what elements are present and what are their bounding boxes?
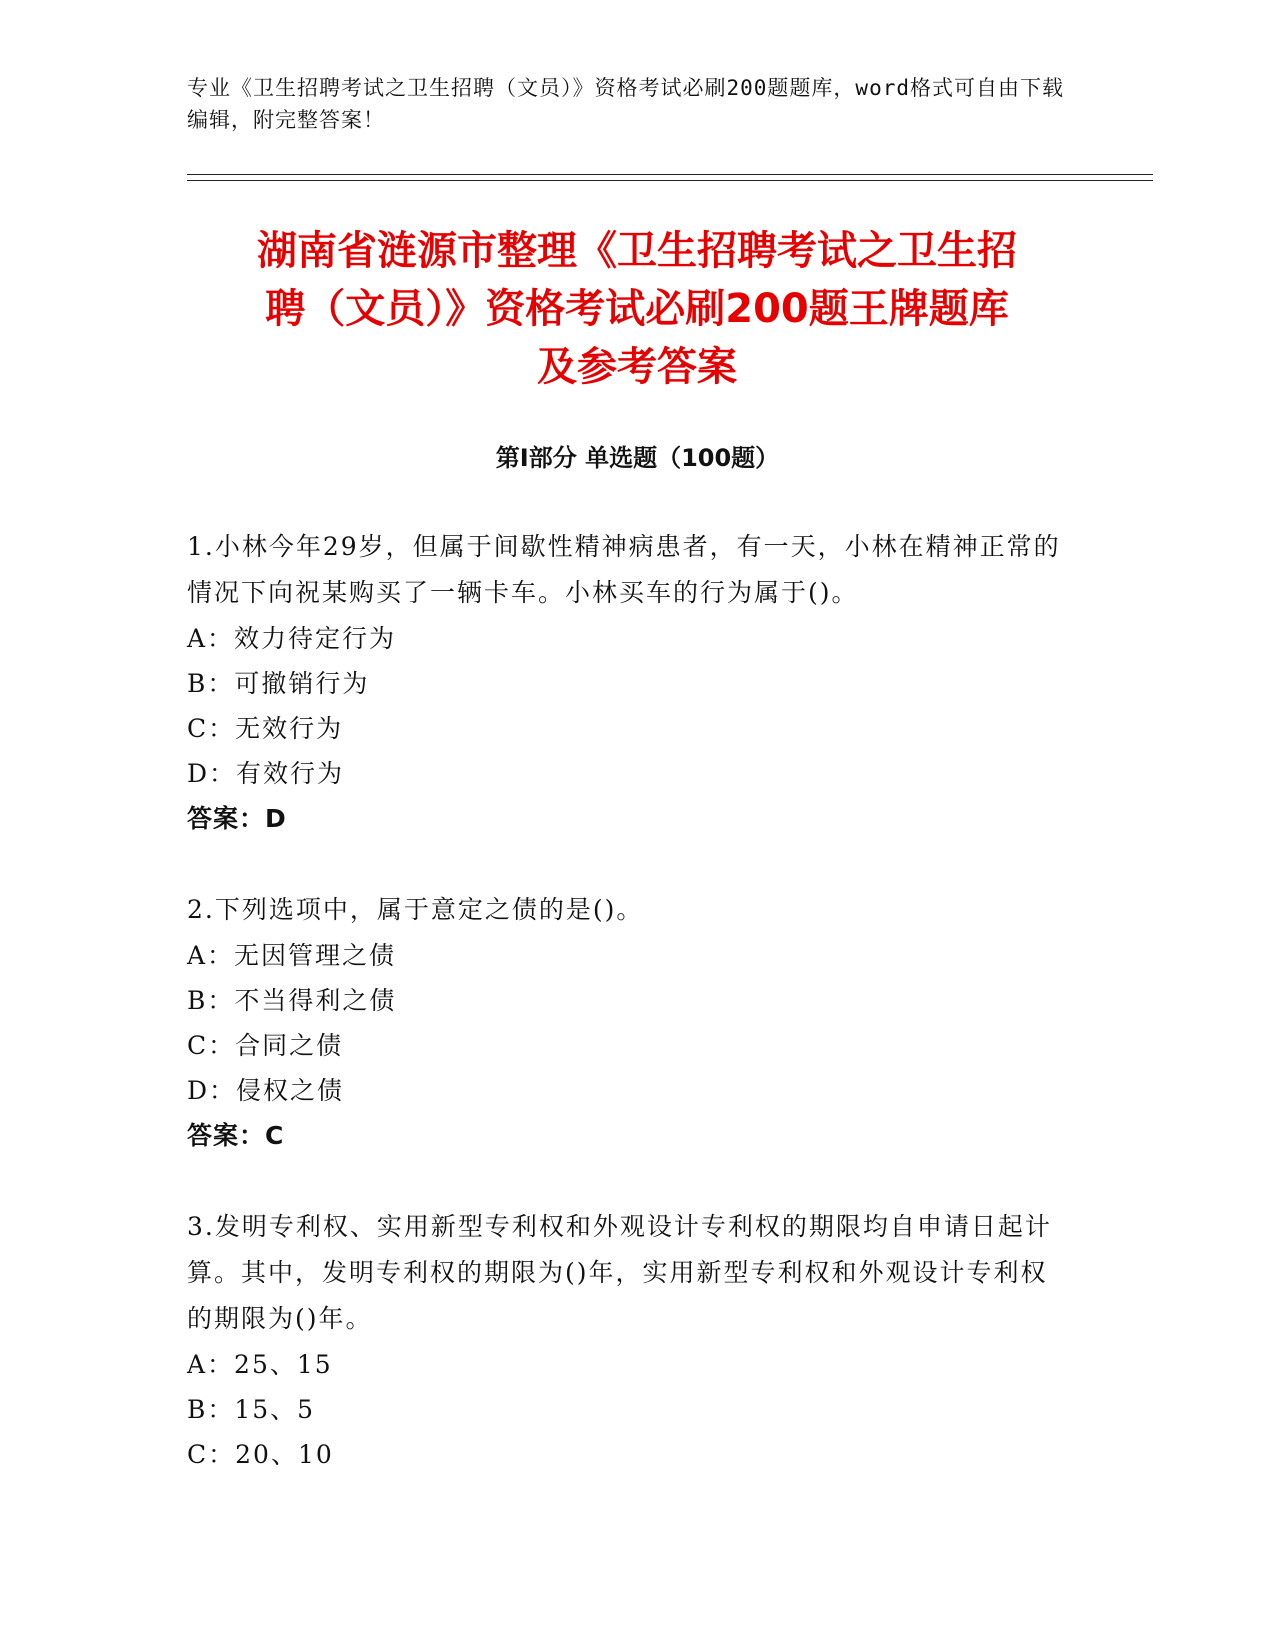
header-note: 专业《卫生招聘考试之卫生招聘（文员）》资格考试必刷200题题库，word格式可自由下载编辑，附完整答案！ xyxy=(187,76,1064,132)
question-3 xyxy=(187,1204,1067,1477)
option-d: D：侵权之债 xyxy=(187,1076,345,1105)
option-d: D：有效行为 xyxy=(187,759,345,788)
section-title: 第Ⅰ部分 单选题（100题） xyxy=(495,444,780,472)
document-title-line-1: 湖南省涟源市整理《卫生招聘考试之卫生招 xyxy=(257,228,1017,274)
option-b: B：可撤销行为 xyxy=(187,669,370,698)
answer-line: 答案：D xyxy=(187,804,287,833)
question-stem: 1.小林今年29岁，但属于间歇性精神病患者，有一天，小林在精神正常的情况下向祝某购买了一辆卡车。小林买车的行为属于()。 xyxy=(187,532,1061,607)
option-c: C：合同之债 xyxy=(187,1031,344,1060)
document-title xyxy=(187,222,1087,396)
option-b: B：不当得利之债 xyxy=(187,986,397,1015)
option-c: C：20、10 xyxy=(187,1440,334,1469)
document-title-line-2: 聘（文员）》资格考试必刷200题王牌题库 xyxy=(265,286,1009,332)
document-title-line-3: 及参考答案 xyxy=(537,344,737,390)
option-b: B：15、5 xyxy=(187,1395,316,1424)
question-stem: 3.发明专利权、实用新型专利权和外观设计专利权的期限均自申请日起计算。其中，发明专利权的期限为()年，实用新型专利权和外观设计专利权的期限为()年。 xyxy=(187,1212,1052,1333)
question-stem: 2.下列选项中，属于意定之债的是()。 xyxy=(187,895,644,924)
option-c: C：无效行为 xyxy=(187,714,344,743)
answer-line: 答案：C xyxy=(187,1121,285,1150)
question-1 xyxy=(187,524,1067,842)
option-a: A：无因管理之债 xyxy=(187,941,397,970)
option-a: A：效力待定行为 xyxy=(187,624,397,653)
header-divider-top xyxy=(187,174,1153,175)
option-a: A：25、15 xyxy=(187,1350,333,1379)
question-2 xyxy=(187,887,1067,1159)
header-divider-bottom xyxy=(187,180,1153,181)
